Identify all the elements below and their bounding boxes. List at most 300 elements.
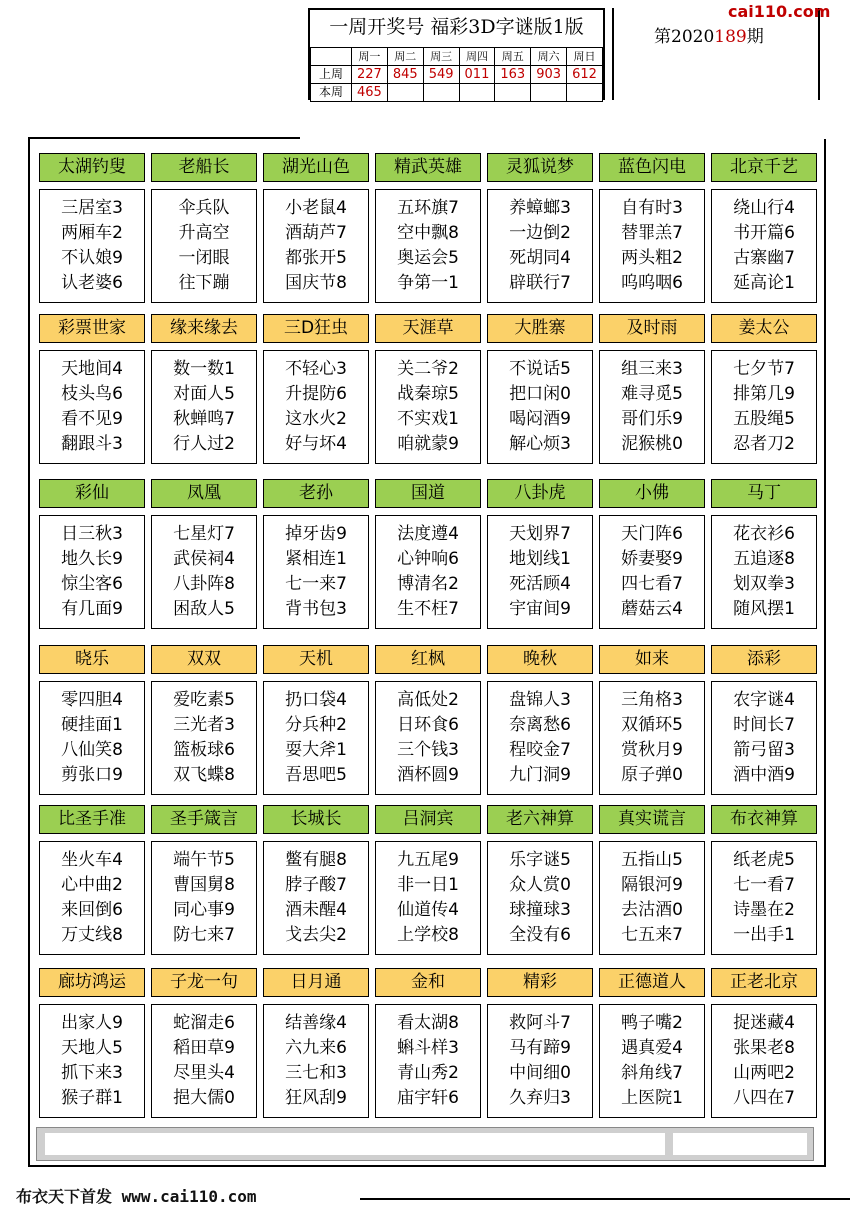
clue-line: 武侯祠4 (173, 549, 235, 569)
clue-line: 行人过2 (173, 434, 235, 454)
puzzle-card (487, 805, 593, 955)
clue-line: 两厢车2 (61, 223, 123, 243)
card-title: 八卦虎 (487, 479, 593, 508)
card-title: 比圣手准 (39, 805, 145, 834)
clue-line: 天地间4 (61, 359, 123, 379)
card-clues (599, 350, 705, 464)
clue-line: 鸭子嘴2 (621, 1013, 683, 1033)
card-title: 如来 (599, 645, 705, 674)
clue-line: 时间长7 (733, 715, 795, 735)
clue-line: 解心烦3 (509, 434, 571, 454)
clue-line: 咱就蒙9 (397, 434, 459, 454)
clue-line: 猴子群1 (61, 1088, 123, 1108)
clue-line: 端午节5 (173, 850, 235, 870)
clue-line: 八卦阵8 (173, 574, 235, 594)
clue-line: 乐字谜5 (509, 850, 571, 870)
card-title: 正老北京 (711, 968, 817, 997)
puzzle-card (39, 479, 145, 629)
clue-line: 三七和3 (285, 1063, 347, 1083)
card-title: 彩仙 (39, 479, 145, 508)
card-title: 晚秋 (487, 645, 593, 674)
card-clues (151, 1004, 257, 1118)
clue-line: 天地人5 (61, 1038, 123, 1058)
clue-line: 遇真爱4 (621, 1038, 683, 1058)
clue-line: 辟联行7 (509, 273, 571, 293)
clue-line: 七星灯7 (173, 524, 235, 544)
draw-number: 549 (423, 66, 459, 84)
clue-line: 张果老8 (733, 1038, 795, 1058)
puzzle-card (487, 968, 593, 1118)
clue-line: 三居室3 (61, 198, 123, 218)
card-title: 小佛 (599, 479, 705, 508)
clue-line: 把口闲0 (509, 384, 571, 404)
puzzle-card (375, 479, 481, 629)
clue-line: 地划线1 (509, 549, 571, 569)
row-label: 上周 (311, 66, 352, 84)
clue-line: 篮板球6 (173, 740, 235, 760)
clue-line: 天划界7 (509, 524, 571, 544)
clue-line: 三光者3 (173, 715, 235, 735)
card-title: 吕洞宾 (375, 805, 481, 834)
footer-blank (45, 1133, 665, 1155)
card-clues (151, 681, 257, 795)
card-clues (711, 515, 817, 629)
day-label: 周四 (459, 48, 495, 66)
puzzle-card (375, 968, 481, 1118)
draw-number (495, 84, 531, 102)
card-title: 天涯草 (375, 314, 481, 343)
puzzle-card (599, 645, 705, 795)
clue-line: 掉牙齿9 (285, 524, 347, 544)
site-logo: cai110.com (728, 2, 831, 21)
clue-line: 四七看7 (621, 574, 683, 594)
clue-line: 来回倒6 (61, 900, 123, 920)
puzzle-card (151, 314, 257, 464)
clue-line: 地久长9 (61, 549, 123, 569)
clue-line: 泥猴桃0 (621, 434, 683, 454)
puzzle-card (263, 314, 369, 464)
draw-number: 227 (352, 66, 388, 84)
footer-bar (36, 1127, 814, 1161)
clue-line: 伞兵队 (178, 198, 230, 218)
card-clues (487, 1004, 593, 1118)
puzzle-card (487, 479, 593, 629)
card-title: 三D狂虫 (263, 314, 369, 343)
clue-line: 一出手1 (733, 925, 795, 945)
day-label: 周六 (531, 48, 567, 66)
card-clues (375, 189, 481, 303)
puzzle-card (375, 645, 481, 795)
card-clues (151, 350, 257, 464)
card-title: 马丁 (711, 479, 817, 508)
clue-line: 组三来3 (621, 359, 683, 379)
card-title: 真实谎言 (599, 805, 705, 834)
card-title: 灵狐说梦 (487, 153, 593, 182)
draw-number (567, 84, 603, 102)
clue-line: 去沽酒0 (621, 900, 683, 920)
draw-number: 845 (387, 66, 423, 84)
clue-line: 挹大儒0 (173, 1088, 235, 1108)
card-title: 日月通 (263, 968, 369, 997)
clue-line: 曹国舅8 (173, 875, 235, 895)
card-title: 凤凰 (151, 479, 257, 508)
puzzle-card (487, 314, 593, 464)
clue-line: 同心事9 (173, 900, 235, 920)
clue-line: 七一来7 (285, 574, 347, 594)
clue-line: 替罪羔7 (621, 223, 683, 243)
card-clues (151, 841, 257, 955)
card-clues (151, 189, 257, 303)
clue-line: 娇妻娶9 (621, 549, 683, 569)
puzzle-card (711, 645, 817, 795)
card-title: 老六神算 (487, 805, 593, 834)
card-title: 姜太公 (711, 314, 817, 343)
puzzle-card (711, 968, 817, 1118)
card-clues (375, 841, 481, 955)
clue-line: 久弃归3 (509, 1088, 571, 1108)
puzzle-card (599, 479, 705, 629)
clue-line: 宇宙间9 (509, 599, 571, 619)
clue-line: 九五尾9 (397, 850, 459, 870)
clue-line: 看不见9 (61, 409, 123, 429)
puzzle-card (151, 645, 257, 795)
card-clues (39, 841, 145, 955)
puzzle-card (39, 153, 145, 303)
card-title: 圣手箴言 (151, 805, 257, 834)
day-label: 周三 (423, 48, 459, 66)
card-clues (375, 681, 481, 795)
clue-line: 尽里头4 (173, 1063, 235, 1083)
clue-line: 两头粗2 (621, 248, 683, 268)
clue-line: 脖子酸7 (285, 875, 347, 895)
puzzle-grid (28, 139, 826, 1167)
card-clues (711, 1004, 817, 1118)
puzzle-card (599, 153, 705, 303)
clue-line: 死胡同4 (509, 248, 571, 268)
clue-line: 八仙笑8 (61, 740, 123, 760)
clue-line: 诗墨在2 (733, 900, 795, 920)
card-clues (263, 841, 369, 955)
clue-line: 划双拳3 (733, 574, 795, 594)
clue-line: 绕山行4 (733, 198, 795, 218)
clue-line: 结善缘4 (285, 1013, 347, 1033)
page-title: 一周开奖号 福彩3D字谜版1版 (329, 16, 584, 38)
clue-line: 书开篇6 (733, 223, 795, 243)
day-label: 周二 (387, 48, 423, 66)
clue-line: 秋蝉鸣7 (173, 409, 235, 429)
clue-line: 蝌斗样3 (397, 1038, 459, 1058)
clue-line: 有几面9 (61, 599, 123, 619)
clue-line: 三角格3 (621, 690, 683, 710)
card-clues (599, 515, 705, 629)
clue-line: 日环食6 (397, 715, 459, 735)
clue-line: 酒未醒4 (285, 900, 347, 920)
clue-line: 升提防6 (285, 384, 347, 404)
draw-grid (310, 47, 603, 102)
clue-line: 分兵种2 (285, 715, 347, 735)
clue-line: 中间细0 (509, 1063, 571, 1083)
clue-line: 一边倒2 (509, 223, 571, 243)
puzzle-card (151, 479, 257, 629)
puzzle-card (711, 314, 817, 464)
row-label: 本周 (311, 84, 352, 102)
corner-cell (311, 48, 352, 66)
card-title: 缘来缘去 (151, 314, 257, 343)
card-clues (375, 1004, 481, 1118)
puzzle-card (151, 968, 257, 1118)
clue-line: 高低处2 (397, 690, 459, 710)
clue-line: 古寨幽7 (733, 248, 795, 268)
clue-line: 吾思吧5 (285, 765, 347, 785)
day-label: 周五 (495, 48, 531, 66)
card-clues (711, 681, 817, 795)
clue-line: 五环旗7 (397, 198, 459, 218)
puzzle-card (263, 153, 369, 303)
draw-number (459, 84, 495, 102)
card-clues (151, 515, 257, 629)
clue-line: 喝闷酒9 (509, 409, 571, 429)
clue-line: 剪张口9 (61, 765, 123, 785)
clue-line: 难寻觅5 (621, 384, 683, 404)
clue-line: 爱吃素5 (173, 690, 235, 710)
clue-line: 扔口袋4 (285, 690, 347, 710)
clue-line: 翻跟斗3 (61, 434, 123, 454)
clue-line: 非一日1 (397, 875, 459, 895)
card-title: 大胜寨 (487, 314, 593, 343)
card-title: 太湖钓叟 (39, 153, 145, 182)
clue-line: 五股绳5 (733, 409, 795, 429)
clue-line: 隔银河9 (621, 875, 683, 895)
clue-line: 不实戏1 (397, 409, 459, 429)
card-clues (39, 681, 145, 795)
clue-line: 双循环5 (621, 715, 683, 735)
clue-line: 青山秀2 (397, 1063, 459, 1083)
card-clues (39, 515, 145, 629)
clue-line: 七五来7 (621, 925, 683, 945)
puzzle-card (711, 805, 817, 955)
clue-line: 花衣衫6 (733, 524, 795, 544)
draw-number: 903 (531, 66, 567, 84)
card-clues (599, 189, 705, 303)
puzzle-card (263, 968, 369, 1118)
clue-line: 不说话5 (509, 359, 571, 379)
day-label: 周一 (352, 48, 388, 66)
card-clues (39, 189, 145, 303)
puzzle-card (263, 479, 369, 629)
clue-line: 排第几9 (733, 384, 795, 404)
clue-line: 升高空 (178, 223, 230, 243)
card-clues (487, 189, 593, 303)
puzzle-card (39, 645, 145, 795)
card-title: 湖光山色 (263, 153, 369, 182)
footer-blank (673, 1133, 807, 1155)
clue-line: 紧相连1 (285, 549, 347, 569)
puzzle-card (39, 314, 145, 464)
card-clues (711, 350, 817, 464)
clue-line: 死活顾4 (509, 574, 571, 594)
divider (360, 1198, 850, 1200)
puzzle-card (375, 314, 481, 464)
clue-line: 往下蹦 (178, 273, 230, 293)
clue-line: 酒葫芦7 (285, 223, 347, 243)
card-title: 天机 (263, 645, 369, 674)
card-clues (39, 350, 145, 464)
draw-number (423, 84, 459, 102)
clue-line: 认老婆6 (61, 273, 123, 293)
card-title: 老船长 (151, 153, 257, 182)
clue-line: 程咬金7 (509, 740, 571, 760)
card-clues (711, 189, 817, 303)
puzzle-card (151, 153, 257, 303)
puzzle-card (151, 805, 257, 955)
clue-line: 困敌人5 (173, 599, 235, 619)
clue-line: 自有时3 (621, 198, 683, 218)
clue-line: 数一数1 (173, 359, 235, 379)
clue-line: 稻田草9 (173, 1038, 235, 1058)
puzzle-card (39, 805, 145, 955)
clue-line: 战秦琼5 (397, 384, 459, 404)
puzzle-card (39, 968, 145, 1118)
clue-line: 七一看7 (733, 875, 795, 895)
card-clues (263, 681, 369, 795)
clue-line: 对面人5 (173, 384, 235, 404)
puzzle-card (487, 153, 593, 303)
card-clues (599, 681, 705, 795)
clue-line: 生不枉7 (397, 599, 459, 619)
clue-line: 日三秋3 (61, 524, 123, 544)
clue-line: 全没有6 (509, 925, 571, 945)
card-title: 正德道人 (599, 968, 705, 997)
issue-number: 第2020189期 (654, 27, 764, 47)
clue-line: 三个钱3 (397, 740, 459, 760)
card-title: 子龙一句 (151, 968, 257, 997)
clue-line: 这水火2 (285, 409, 347, 429)
clue-line: 看太湖8 (397, 1013, 459, 1033)
card-clues (263, 1004, 369, 1118)
clue-line: 戈去尖2 (285, 925, 347, 945)
this-week-row (311, 84, 603, 102)
card-title: 国道 (375, 479, 481, 508)
clue-line: 呜呜咽6 (621, 273, 683, 293)
clue-line: 养蟑螂3 (509, 198, 571, 218)
clue-line: 万丈线8 (61, 925, 123, 945)
clue-line: 救阿斗7 (509, 1013, 571, 1033)
clue-line: 都张开5 (285, 248, 347, 268)
clue-line: 不认娘9 (61, 248, 123, 268)
clue-line: 不轻心3 (285, 359, 347, 379)
draw-results-table (308, 8, 605, 100)
clue-line: 马有蹄9 (509, 1038, 571, 1058)
clue-line: 酒杯圆9 (397, 765, 459, 785)
card-title: 添彩 (711, 645, 817, 674)
clue-line: 上医院1 (621, 1088, 683, 1108)
card-title: 金和 (375, 968, 481, 997)
clue-line: 酒中酒9 (733, 765, 795, 785)
clue-line: 奈离愁6 (509, 715, 571, 735)
clue-line: 赏秋月9 (621, 740, 683, 760)
card-title: 双双 (151, 645, 257, 674)
clue-line: 原子弹0 (621, 765, 683, 785)
puzzle-card (711, 153, 817, 303)
clue-line: 双飞蝶8 (173, 765, 235, 785)
clue-line: 硬挂面1 (61, 715, 123, 735)
card-clues (375, 515, 481, 629)
clue-line: 国庆节8 (285, 273, 347, 293)
clue-line: 惊尘客6 (61, 574, 123, 594)
card-title: 彩票世家 (39, 314, 145, 343)
card-title: 精彩 (487, 968, 593, 997)
clue-line: 庙宇轩6 (397, 1088, 459, 1108)
puzzle-card (375, 153, 481, 303)
clue-line: 延高论1 (733, 273, 795, 293)
draw-number: 163 (495, 66, 531, 84)
card-title: 精武英雄 (375, 153, 481, 182)
clue-line: 球撞球3 (509, 900, 571, 920)
draw-number: 011 (459, 66, 495, 84)
card-title: 廊坊鸿运 (39, 968, 145, 997)
clue-line: 上学校8 (397, 925, 459, 945)
clue-line: 奥运会5 (397, 248, 459, 268)
card-title: 布衣神算 (711, 805, 817, 834)
puzzle-card (375, 805, 481, 955)
puzzle-card (711, 479, 817, 629)
last-week-row (311, 66, 603, 84)
puzzle-card (599, 314, 705, 464)
clue-line: 捉迷藏4 (733, 1013, 795, 1033)
clue-line: 空中飘8 (397, 223, 459, 243)
card-clues (263, 189, 369, 303)
clue-line: 狂风刮9 (285, 1088, 347, 1108)
card-title: 北京千艺 (711, 153, 817, 182)
clue-line: 好与坏4 (285, 434, 347, 454)
clue-line: 耍大斧1 (285, 740, 347, 760)
puzzle-card (599, 968, 705, 1118)
clue-line: 九门洞9 (509, 765, 571, 785)
card-clues (599, 1004, 705, 1118)
issue-box (612, 8, 820, 100)
clue-line: 心中曲2 (61, 875, 123, 895)
draw-number: 612 (567, 66, 603, 84)
clue-line: 出家人9 (61, 1013, 123, 1033)
card-clues (711, 841, 817, 955)
clue-line: 箭弓留3 (733, 740, 795, 760)
clue-line: 斜角线7 (621, 1063, 683, 1083)
clue-line: 众人赏0 (509, 875, 571, 895)
clue-line: 六九来6 (285, 1038, 347, 1058)
clue-line: 随风摆1 (733, 599, 795, 619)
clue-line: 坐火车4 (61, 850, 123, 870)
clue-line: 忍者刀2 (733, 434, 795, 454)
draw-number (387, 84, 423, 102)
card-clues (39, 1004, 145, 1118)
card-clues (263, 515, 369, 629)
clue-line: 法度遵4 (397, 524, 459, 544)
day-header-row (311, 48, 603, 66)
clue-line: 防七来7 (173, 925, 235, 945)
card-clues (599, 841, 705, 955)
publisher-credit: 布衣天下首发 www.cai110.com (16, 1187, 257, 1206)
clue-line: 争第一1 (397, 273, 459, 293)
clue-line: 心钟响6 (397, 549, 459, 569)
clue-line: 蘑菇云4 (621, 599, 683, 619)
card-clues (487, 515, 593, 629)
puzzle-card (263, 805, 369, 955)
card-clues (487, 841, 593, 955)
draw-number (531, 84, 567, 102)
card-title: 及时雨 (599, 314, 705, 343)
card-clues (487, 681, 593, 795)
card-title: 红枫 (375, 645, 481, 674)
